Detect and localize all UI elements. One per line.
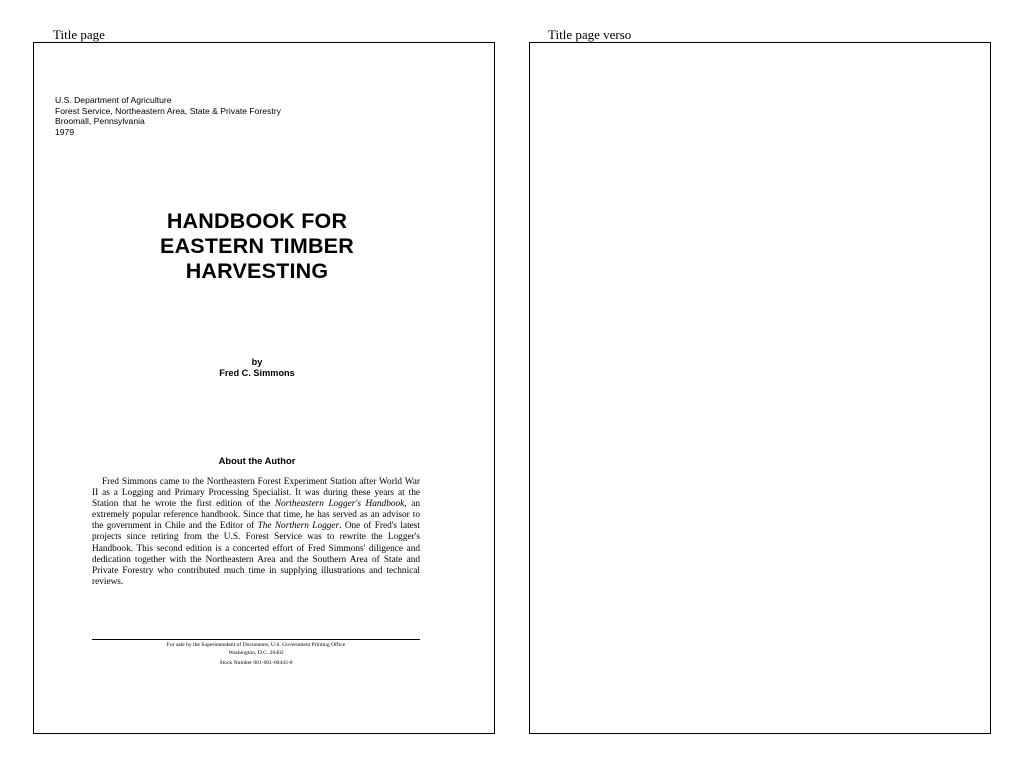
about-text-part-2: , an extremely popular reference handbook. Since that time, he has served as an advisor to the government in Chile and the Editor of [92, 499, 420, 532]
sale-notice-line-2: Washington, D.C. 20402 [228, 649, 284, 656]
publisher-line-year: 1979 [55, 126, 75, 137]
about-text-handbook-title: Northeastern Logger's Handbook [274, 499, 405, 510]
stock-number: Stock Number 001-001-00443-0 [219, 660, 293, 666]
about-author-heading: About the Author [218, 455, 296, 466]
about-text-part-1: Fred Simmons came to the Northeastern Forest Experiment Station after World War II as a Logging and Primary Processing Specialist. It was during these years at the Station that he wrote the first edition of the [92, 477, 420, 510]
publisher-block [55, 95, 281, 137]
byline [34, 357, 480, 379]
footer-rule [92, 639, 420, 640]
title-page-verso-frame [529, 42, 991, 734]
title-page-label: Title page [53, 27, 105, 42]
publisher-line-agency: U.S. Department of Agriculture [55, 95, 172, 105]
book-title-line-2: EASTERN TIMBER [160, 234, 354, 258]
sale-notice-line-1: For sale by the Superintendent of Documents, U.S. Government Printing Office [166, 642, 346, 648]
book-title-line-1: HANDBOOK FOR [166, 209, 348, 233]
author-name: Fred C. Simmons [219, 368, 295, 378]
about-text-part-3: . One of Fred's latest projects since retiring from the U.S. Forest Service was to rewrite the Logger's Handbook. This second edition is a concerted effort of Fred Simmons' diligence and dedication together with the Northeastern Area and the Southern Area of State and Private Forestry who contributed much time in supplying illustrations and technical reviews. [92, 521, 421, 587]
about-text-magazine-title: The Northern Logger [257, 521, 340, 532]
book-title [34, 209, 480, 284]
title-page-frame [33, 42, 495, 734]
sale-notice [92, 642, 420, 657]
publisher-line-division: Forest Service, Northeastern Area, State & Private Forestry [55, 105, 281, 116]
title-page-verso-label: Title page verso [548, 27, 632, 42]
about-author-paragraph [92, 477, 420, 588]
book-title-line-3: HARVESTING [185, 259, 329, 283]
byline-by: by [251, 357, 263, 367]
publisher-line-location: Broomall, Pennsylvania [55, 116, 145, 127]
